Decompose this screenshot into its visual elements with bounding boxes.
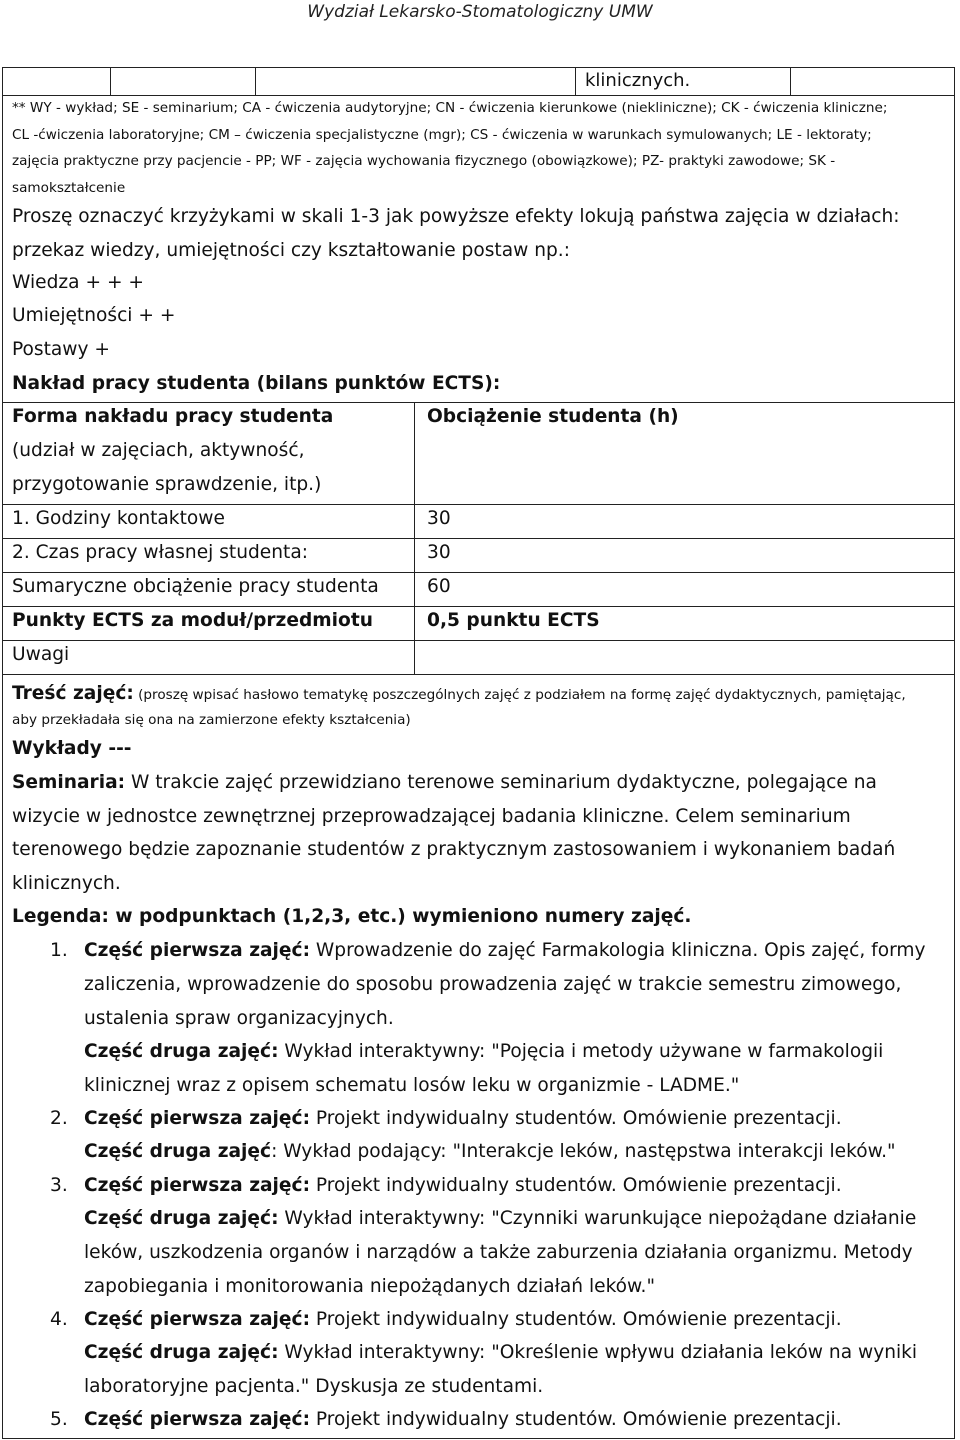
- item-line: Część pierwsza zajęć: Projekt indywidualny studentów. Omówienie prezentacji.: [84, 1409, 842, 1430]
- instruction-line: przekaz wiedzy, umiejętności czy kształtowanie postaw np.:: [12, 240, 570, 261]
- tresc-text: (proszę wpisać hasłowo tematykę poszczególnych zajęć z podziałem na formę zajęć dydaktycznych, pamiętając,: [133, 687, 906, 703]
- legend-line: zajęcia praktyczne przy pacjencie - PP; WF - zajęcia wychowania fizycznego (obowiązkowe); PZ- praktyki zawodowe; SK -: [12, 153, 836, 169]
- document-frame: [2, 67, 955, 1439]
- tresc-line: [12, 683, 906, 704]
- workload-row-label: 2. Czas pracy własnej studenta:: [12, 542, 308, 563]
- tresc-label: Treść zajęć:: [12, 683, 134, 704]
- scale-postawy: Postawy +: [12, 339, 110, 360]
- item-line: Część druga zajęć: Wykład interaktywny: "Pojęcia i metody używane w farmakologii: [84, 1041, 884, 1062]
- workload-row-label: Punkty ECTS za moduł/przedmiotu: [12, 610, 373, 631]
- item-line: Część druga zajęć: Wykład interaktywny: "Czynniki warunkujące niepożądane działanie: [84, 1208, 917, 1229]
- scale-wiedza: Wiedza + + +: [12, 272, 145, 293]
- page-header: Wydział Lekarsko-Stomatologiczny UMW: [307, 2, 653, 22]
- top-row-divider: [790, 67, 791, 95]
- workload-grid: [414, 402, 415, 674]
- workload-grid: [2, 572, 955, 573]
- workload-grid: [2, 538, 955, 539]
- item-number: 5.: [50, 1409, 68, 1430]
- item-number: 3.: [50, 1175, 68, 1196]
- workload-row-label: Uwagi: [12, 644, 70, 665]
- item-line: Część pierwsza zajęć: Projekt indywidualny studentów. Omówienie prezentacji.: [84, 1108, 842, 1129]
- item-number: 2.: [50, 1108, 68, 1129]
- workload-row-value: 60: [427, 576, 451, 597]
- legend-line: samokształcenie: [12, 180, 126, 196]
- item-line: zapobiegania i monitorowania niepożądanych działań leków.": [84, 1276, 656, 1297]
- seminaria-line: [12, 772, 877, 793]
- seminaria-text: terenowego będzie zapoznanie studentów z praktycznym zastosowaniem i wykonaniem badań: [12, 839, 896, 860]
- seminaria-text: klinicznych.: [12, 873, 121, 894]
- top-row-divider: [110, 67, 111, 95]
- item-line: klinicznej wraz z opisem schematu losów leku w organizmie - LADME.": [84, 1075, 740, 1096]
- top-row-bottom: [2, 95, 955, 96]
- workload-grid: [2, 606, 955, 607]
- item-line: Część druga zajęć: Wykład podający: "Interakcje leków, następstwa interakcji leków.": [84, 1141, 896, 1162]
- seminaria-label: Seminaria:: [12, 772, 126, 793]
- workload-row-value: 30: [427, 508, 451, 529]
- item-line: laboratoryjne pacjenta." Dyskusja ze studentami.: [84, 1376, 544, 1397]
- workload-title: Nakład pracy studenta (bilans punktów ECTS):: [12, 373, 501, 394]
- top-row-divider: [255, 67, 256, 95]
- item-line: Część pierwsza zajęć: Wprowadzenie do zajęć Farmakologia kliniczna. Opis zajęć, formy: [84, 940, 926, 961]
- scale-umiejetnosci: Umiejętności + +: [12, 305, 176, 326]
- workload-row-value: 30: [427, 542, 451, 563]
- workload-grid: [2, 674, 955, 675]
- workload-grid: [2, 504, 955, 505]
- legend-line: ** WY - wykład; SE - seminarium; CA - ćwiczenia audytoryjne; CN - ćwiczenia kierunkowe (niekliniczne); CK - ćwiczenia kliniczne;: [12, 100, 888, 116]
- tresc-text: aby przekładała się ona na zamierzone efekty kształcenia): [12, 712, 411, 728]
- item-line: leków, uszkodzenia organów i narządów a także zaburzenia działania organizmu. Metody: [84, 1242, 913, 1263]
- workload-col1-sub: przygotowanie sprawdzenie, itp.): [12, 474, 322, 495]
- item-line: Część druga zajęć: Wykład interaktywny: "Określenie wpływu działania leków na wyniki: [84, 1342, 918, 1363]
- workload-grid: [2, 402, 955, 403]
- item-number: 1.: [50, 940, 68, 961]
- seminaria-text: W trakcie zajęć przewidziano terenowe seminarium dydaktyczne, polegające na: [125, 772, 877, 793]
- top-row-divider: [575, 67, 576, 95]
- legend-line: CL -ćwiczenia laboratoryjne; CM – ćwiczenia specjalistyczne (mgr); CS - ćwiczenia w warunkach symulowanych; LE - lektoraty;: [12, 127, 872, 143]
- item-line: Część pierwsza zajęć: Projekt indywidualny studentów. Omówienie prezentacji.: [84, 1309, 842, 1330]
- workload-row-value: 0,5 punktu ECTS: [427, 610, 600, 631]
- seminaria-text: wizycie w jednostce zewnętrznej przeprowadzającej badania kliniczne. Celem seminarium: [12, 806, 851, 827]
- top-cell-text: klinicznych.: [585, 70, 691, 91]
- item-line: ustalenia spraw organizacyjnych.: [84, 1008, 394, 1029]
- workload-row-label: Sumaryczne obciążenie pracy studenta: [12, 576, 379, 597]
- instruction-line: Proszę oznaczyć krzyżykami w skali 1-3 jak powyższe efekty lokują państwa zajęcia w działach:: [12, 206, 900, 227]
- workload-row-label: 1. Godziny kontaktowe: [12, 508, 225, 529]
- workload-col1-sub: (udział w zajęciach, aktywność,: [12, 440, 305, 461]
- workload-col2-header: Obciążenie studenta (h): [427, 406, 679, 427]
- item-line: Część pierwsza zajęć: Projekt indywidualny studentów. Omówienie prezentacji.: [84, 1175, 842, 1196]
- legenda: Legenda: w podpunktach (1,2,3, etc.) wymieniono numery zajęć.: [12, 906, 692, 927]
- workload-col1-header: Forma nakładu pracy studenta: [12, 406, 334, 427]
- workload-grid: [2, 640, 955, 641]
- item-number: 4.: [50, 1309, 68, 1330]
- item-line: zaliczenia, wprowadzenie do sposobu prowadzenia zajęć w trakcie semestru zimowego,: [84, 974, 902, 995]
- wyklady-heading: Wykłady ---: [12, 738, 132, 759]
